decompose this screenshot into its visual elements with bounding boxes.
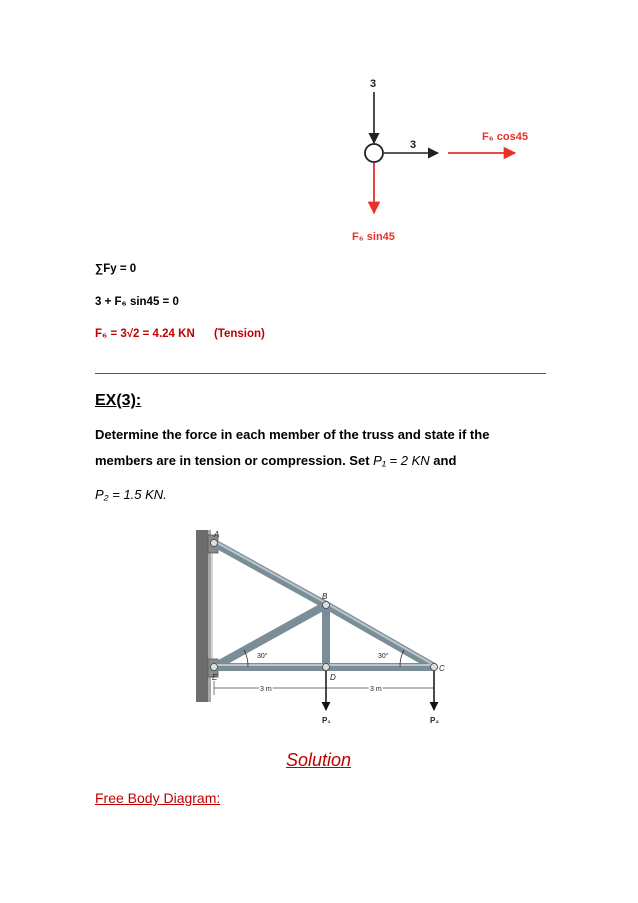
equation-substitution: 3 + F₆ sin45 = 0 <box>95 296 179 308</box>
truss-figure <box>196 525 456 730</box>
joint-a <box>211 540 218 547</box>
joint-c <box>431 664 438 671</box>
equation-result <box>95 328 265 340</box>
label-load-p1: P₁ <box>322 716 331 725</box>
label-joint-e: E <box>212 673 218 682</box>
label-load-p2: P₂ <box>430 716 439 725</box>
joint-node <box>365 144 383 162</box>
label-dim-left: 3 m <box>260 686 272 693</box>
joint-d <box>323 664 330 671</box>
p2-value: P₂ = 1.5 KN. <box>95 487 167 502</box>
equation-sum-fy: ∑Fy = 0 <box>95 263 137 275</box>
equation-result-value: F₆ = 3√2 = 4.24 KN <box>95 328 195 340</box>
joint-e <box>211 664 218 671</box>
label-joint-b: B <box>322 592 328 601</box>
label-right-3: 3 <box>410 139 417 151</box>
section-divider <box>95 373 546 374</box>
label-joint-d: D <box>330 673 336 682</box>
free-body-diagram-label: Free Body Diagram: <box>95 790 221 806</box>
label-top-3: 3 <box>370 78 377 90</box>
label-dim-right: 3 m <box>370 686 382 693</box>
member-eb <box>214 605 326 667</box>
exercise-line-2-start: members are in tension or compression. Set <box>95 453 374 468</box>
node-force-diagram <box>330 70 560 250</box>
label-angle-right: 30° <box>378 653 389 660</box>
member-ab <box>214 543 326 605</box>
label-f6cos45: F₆ cos45 <box>482 131 528 143</box>
label-joint-c: C <box>439 664 445 673</box>
label-joint-a: A <box>214 530 220 539</box>
joint-b <box>323 602 330 609</box>
equation-result-note: (Tension) <box>213 328 265 340</box>
p1-value: P₁ = 2 KN <box>373 453 430 468</box>
exercise-text <box>95 422 555 508</box>
exercise-line-2 <box>95 448 555 474</box>
label-angle-left: 30° <box>257 653 268 660</box>
label-f6sin45: F₆ sin45 <box>352 231 395 243</box>
exercise-line-2-and: and <box>429 453 457 468</box>
solution-title: Solution <box>286 750 352 770</box>
wall <box>196 530 208 702</box>
exercise-line-1: Determine the force in each member of the truss and state if the <box>95 427 490 442</box>
exercise-line-3 <box>95 482 555 508</box>
exercise-heading: EX(3): <box>95 392 142 409</box>
